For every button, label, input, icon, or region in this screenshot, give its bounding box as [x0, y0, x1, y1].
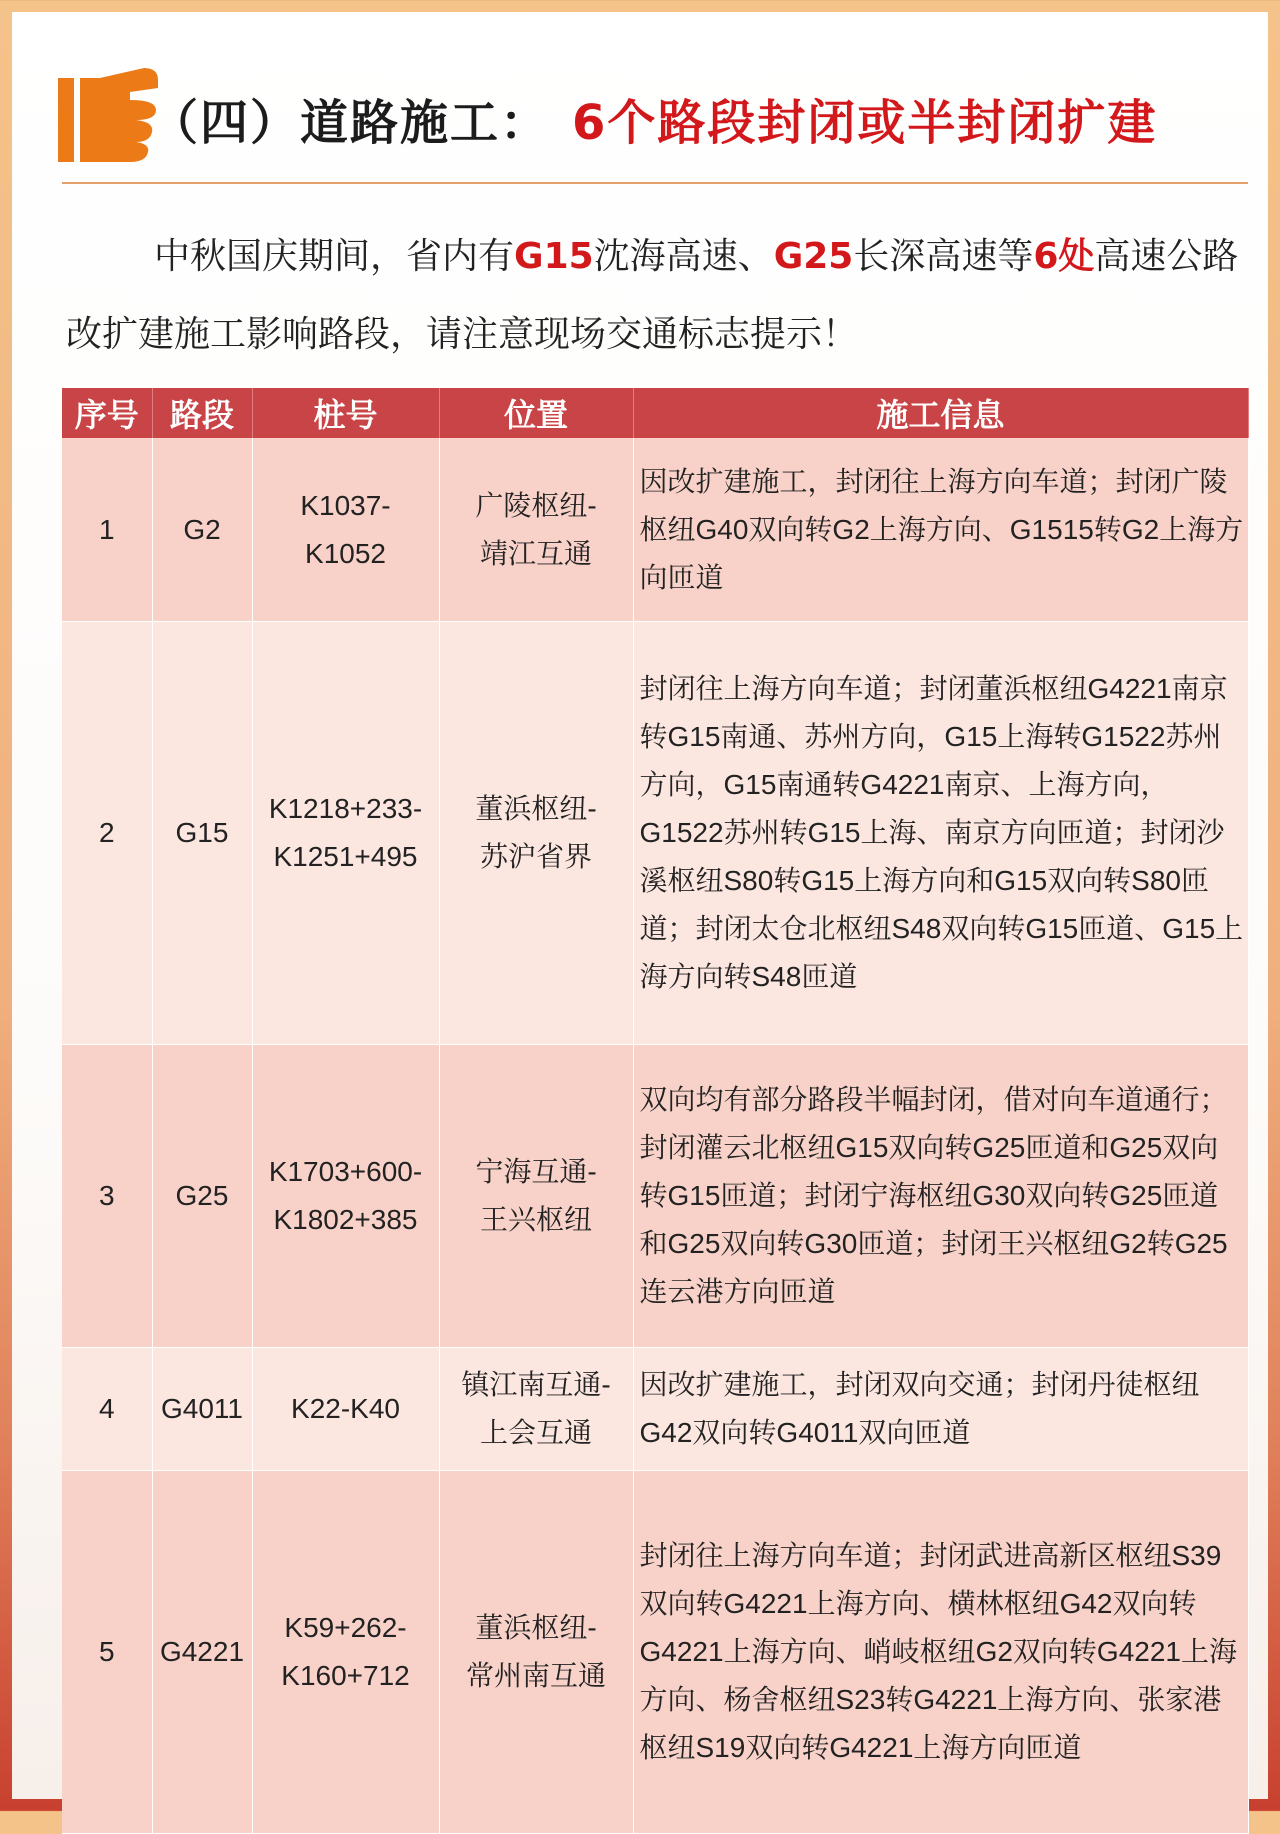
stake-line: K59+262-	[284, 1612, 407, 1643]
cell-location	[439, 1348, 633, 1471]
header-seq: 序号	[62, 388, 152, 438]
location-line: 靖江互通	[479, 537, 592, 569]
location-line: 王兴枢纽	[479, 1204, 592, 1235]
cell-stake	[252, 438, 439, 622]
cell-road: G15	[152, 622, 252, 1045]
content-panel	[12, 12, 1268, 1799]
table-row	[62, 622, 1248, 1045]
cell-location	[439, 438, 633, 622]
header-stake: 桩号	[252, 388, 439, 438]
construction-table-container	[62, 388, 1248, 1788]
title-divider	[62, 182, 1248, 184]
cell-info: 因改扩建施工，封闭往上海方向车道；封闭广陵枢纽G40双向转G2上海方向、G1515转G2上海方向匝道	[633, 438, 1248, 622]
cell-seq: 2	[62, 622, 152, 1045]
cell-seq: 5	[62, 1471, 152, 1834]
table-row	[62, 1348, 1248, 1471]
intro-text: 长深高速等	[853, 236, 1034, 277]
cell-info: 封闭往上海方向车道；封闭董浜枢纽G4221南京转G15南通、苏州方向，G15上海转G1522苏州方向，G15南通转G4221南京、上海方向，G1522苏州转G15上海、南京方向匝道；封闭沙溪枢纽S80转G15上海方向和G15双向转S80匝道；封闭太仓北枢纽S48双向转G15匝道、G15上海方向转S48匝道	[633, 622, 1248, 1045]
intro-highlight: G25	[773, 236, 854, 277]
cell-stake	[252, 1348, 439, 1471]
cell-info: 封闭往上海方向车道；封闭武进高新区枢纽S39双向转G4221上海方向、横林枢纽G42双向转G4221上海方向、峭岐枢纽G2双向转G4221上海方向、杨舍枢纽S23转G4221上海方向、张家港枢纽S19双向转G4221上海方向匝道	[633, 1471, 1248, 1834]
cell-location	[439, 1045, 633, 1348]
title-prefix: （四）道路施工：	[150, 95, 551, 151]
cell-stake	[252, 622, 439, 1045]
title-highlight: 6个路段封闭或半封闭扩建	[572, 95, 1158, 151]
cell-road: G4221	[152, 1471, 252, 1834]
cell-info: 因改扩建施工，封闭双向交通；封闭丹徒枢纽G42双向转G4011双向匝道	[633, 1348, 1248, 1471]
stake-line: K1052	[305, 537, 386, 569]
intro-text: 中秋国庆期间，省内有	[154, 236, 515, 277]
cell-road: G4011	[152, 1348, 252, 1471]
location-line: 董浜枢纽-	[475, 793, 597, 824]
page-title	[150, 84, 1157, 162]
table-row	[62, 1045, 1248, 1348]
intro-paragraph	[66, 218, 1254, 374]
construction-table	[62, 388, 1249, 1834]
intro-highlight: 6处	[1033, 236, 1095, 277]
header-road: 路段	[152, 388, 252, 438]
stake-line: K22-K40	[291, 1393, 400, 1424]
stake-line: K1037-	[300, 489, 391, 521]
cell-location	[439, 1471, 633, 1834]
location-line: 镇江南互通-	[461, 1369, 611, 1400]
location-line: 董浜枢纽-	[475, 1612, 597, 1643]
table-row	[62, 1471, 1248, 1834]
stake-line: K1218+233-	[268, 793, 423, 824]
intro-text: 沈海高速、	[593, 236, 774, 277]
header-location: 位置	[439, 388, 633, 438]
location-line: 宁海互通-	[475, 1156, 597, 1187]
cell-seq: 3	[62, 1045, 152, 1348]
cell-stake	[252, 1045, 439, 1348]
cell-seq: 1	[62, 438, 152, 622]
cell-seq: 4	[62, 1348, 152, 1471]
intro-highlight: G15	[514, 236, 594, 277]
cell-road: G25	[152, 1045, 252, 1348]
location-line: 上会互通	[479, 1417, 592, 1448]
cell-info: 双向均有部分路段半幅封闭，借对向车道通行；封闭灌云北枢纽G15双向转G25匝道和G25双向转G15匝道；封闭宁海枢纽G30双向转G25匝道和G25双向转G30匝道；封闭王兴枢纽G2转G25连云港方向匝道	[633, 1045, 1248, 1348]
cell-stake	[252, 1471, 439, 1834]
cell-road: G2	[152, 438, 252, 622]
stake-line: K1802+385	[273, 1204, 418, 1235]
stake-line: K1251+495	[273, 841, 418, 872]
location-line: 常州南互通	[465, 1660, 606, 1691]
cell-location	[439, 622, 633, 1045]
header-info: 施工信息	[633, 388, 1248, 438]
stake-line: K1703+600-	[268, 1156, 423, 1187]
location-line: 苏沪省界	[479, 841, 592, 872]
stake-line: K160+712	[281, 1660, 410, 1691]
location-line: 广陵枢纽-	[475, 489, 597, 521]
table-header-row	[62, 388, 1248, 438]
table-row	[62, 438, 1248, 622]
intro-text: 高速公路改扩建施工影响路段，请注意现场交通标志提示！	[66, 236, 1239, 355]
